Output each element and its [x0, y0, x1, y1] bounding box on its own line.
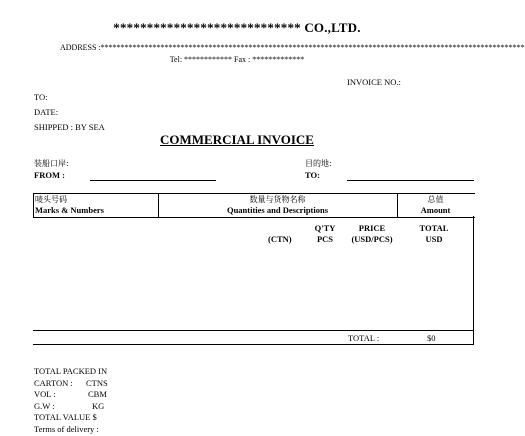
total-packed-label: TOTAL PACKED IN: [34, 366, 108, 376]
terms-of-delivery-label: Terms of delivery :: [34, 424, 99, 434]
marks-cn: 唛头号码: [35, 195, 67, 204]
total-label: TOTAL :: [348, 333, 380, 343]
table-right-border: [473, 216, 474, 344]
descriptions-header: Quantities and Descriptions: [226, 205, 329, 215]
gw-label: G.W :: [34, 401, 55, 411]
gw-unit: KG: [92, 401, 105, 411]
to-label: TO:: [34, 92, 48, 102]
totals-bottom-line: [33, 344, 474, 345]
vol-label: VOL :: [34, 389, 56, 399]
qty-subheader: Q'TY: [314, 223, 336, 233]
totals-separator: [33, 330, 474, 331]
carton-unit: CTNS: [86, 378, 108, 388]
price-subheader: PRICE: [358, 223, 386, 233]
from-port-cn: 装船口岸:: [34, 159, 69, 168]
document-title: COMMERCIAL INVOICE: [160, 132, 314, 147]
destination-underline: [347, 180, 474, 181]
company-address: ADDRESS :**********************************************************************************************************: [60, 43, 525, 52]
date-label: DATE:: [34, 107, 59, 117]
destination-label: TO:: [305, 170, 320, 180]
tel-fax-line: Tel: ************ Fax : *************: [169, 55, 305, 64]
company-name: **************************** CO.,LTD.: [113, 20, 361, 35]
usd-subheader: USD: [425, 234, 443, 244]
invoice-number-label: INVOICE NO.:: [347, 77, 401, 87]
amount-cn: 总值: [427, 195, 444, 204]
total-value-label: TOTAL VALUE $: [34, 412, 97, 422]
pcs-subheader: PCS: [316, 234, 334, 244]
marks-header: Marks & Numbers: [35, 205, 104, 215]
destination-cn: 目的地:: [305, 159, 332, 168]
descriptions-cn: 数量与货物名称: [249, 195, 306, 204]
vol-unit: CBM: [88, 389, 107, 399]
ctn-subheader: (CTN): [268, 234, 292, 244]
total-subheader: TOTAL: [419, 223, 449, 233]
carton-label: CARTON :: [34, 378, 73, 388]
from-underline: [90, 180, 216, 181]
shipped-label: SHIPPED : BY SEA: [34, 122, 105, 132]
total-value: $0: [427, 333, 436, 343]
amount-header: Amount: [420, 205, 451, 215]
from-label: FROM :: [34, 170, 65, 180]
price-unit-subheader: (USD/PCS): [351, 234, 393, 244]
